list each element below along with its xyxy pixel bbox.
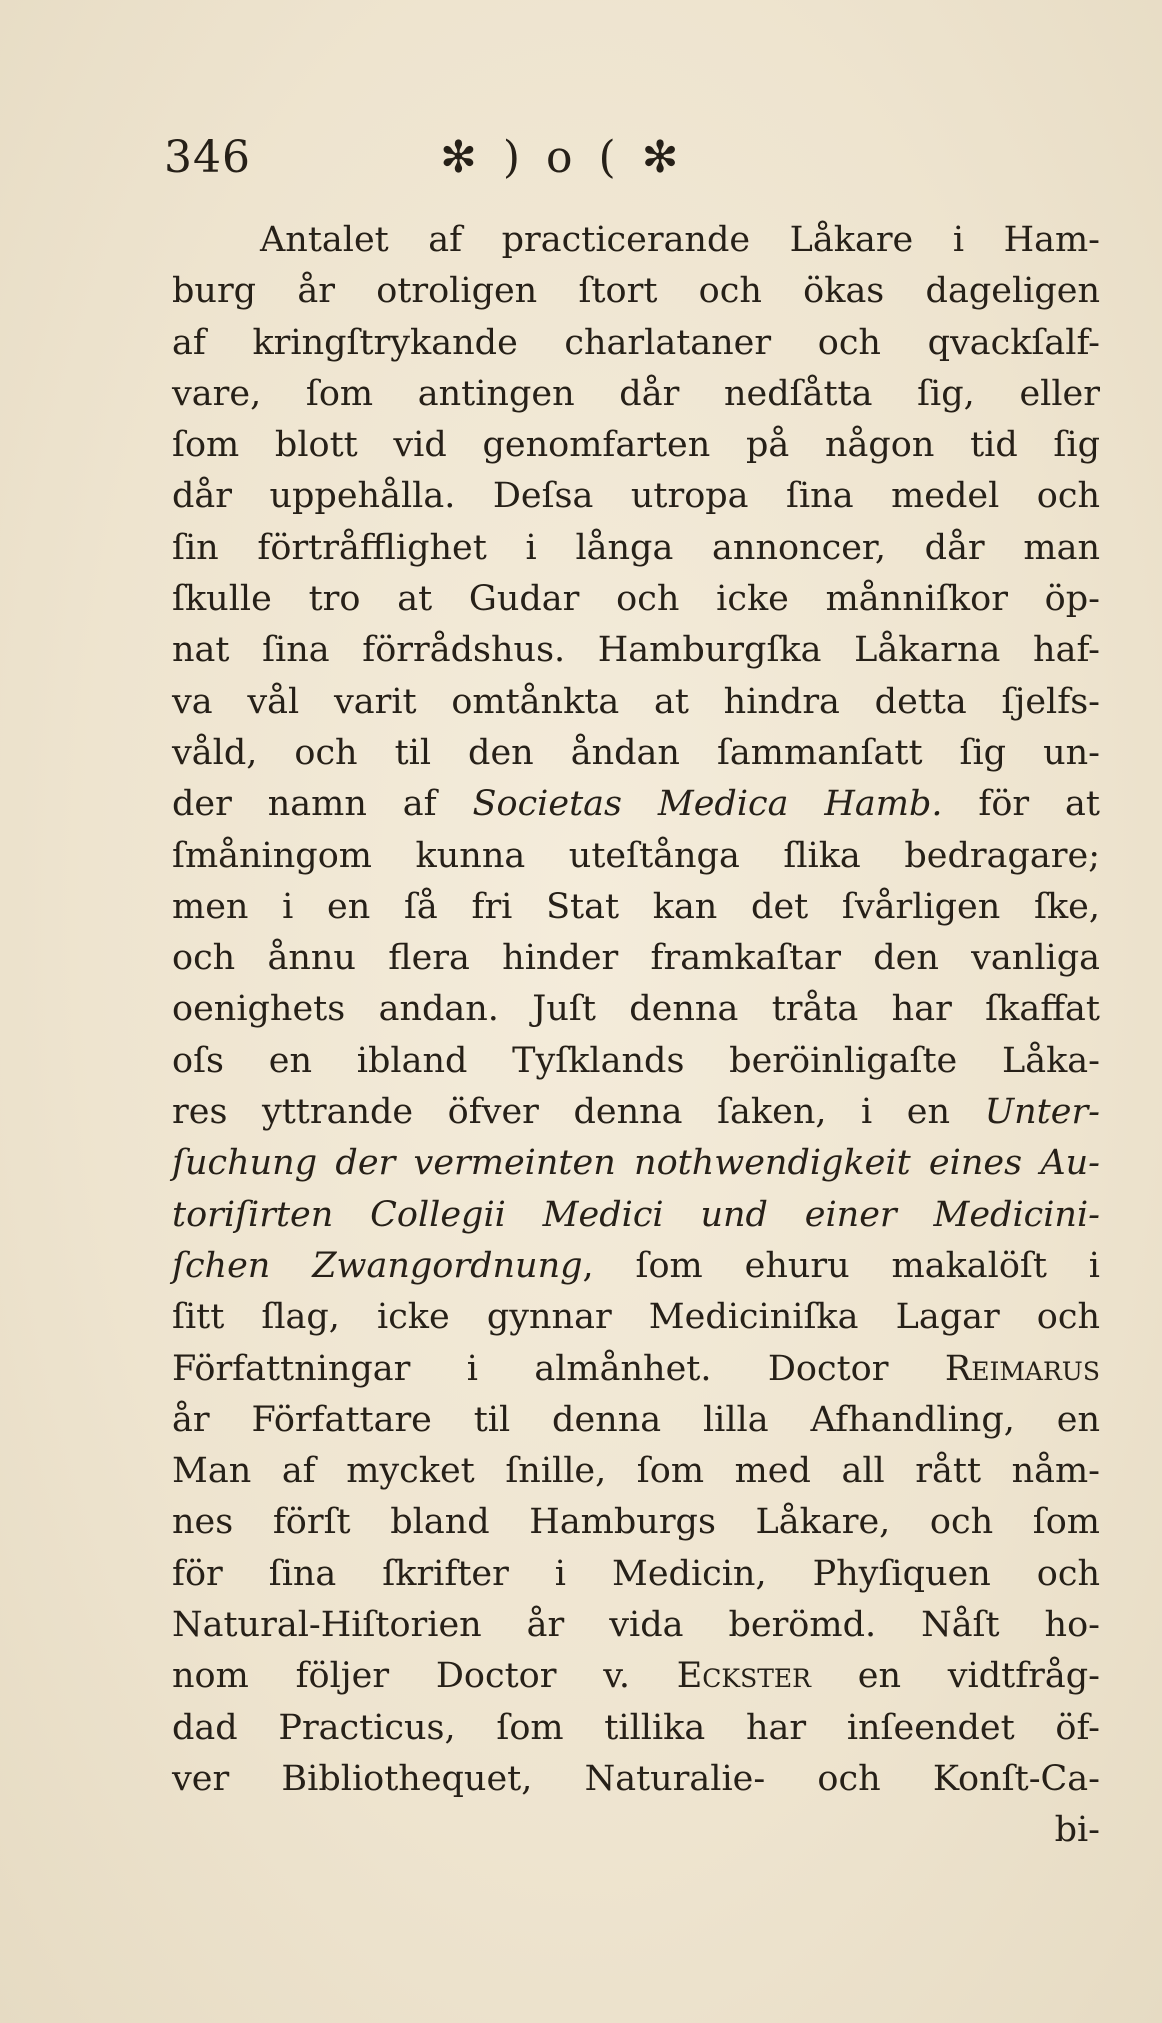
text-segment: nat ſina förrådshus. Hamburgſka Låkarna haf- [172,630,1100,671]
text-segment: en vidtfråg- [810,1656,1100,1697]
text-line [172,1190,1100,1241]
text-line [172,318,1100,369]
text-line [172,1036,1100,1087]
text-segment: dad Practicus, ſom tillika har inſeendet öf- [172,1707,1100,1748]
text-line [172,1805,1100,1856]
text-segment: för ſina ſkrifter i Medicin, Phyſiquen och [172,1553,1100,1594]
text-line [172,1344,1100,1395]
text-segment: Man af mycket ſnille, ſom med all rått nåm- [172,1451,1100,1492]
text-segment: burg år otroligen ſtort och ökas dageligen [172,271,1100,312]
text-line [172,1241,1100,1292]
italic-text: ſchen Zwangordnung [172,1245,583,1286]
text-line [172,1446,1100,1497]
page-header [164,128,1064,188]
text-segment: nes förſt bland Hamburgs Låkare, och ſom [172,1502,1100,1543]
text-segment: va vål varit omtånkta at hindra detta ſjelfs- [172,681,1100,722]
text-segment: der namn af [172,784,473,825]
text-line [172,1600,1100,1651]
text-segment: dår uppehålla. Deſsa utropa ſina medel och [172,476,1100,517]
text-line [172,420,1100,471]
text-line [172,1651,1100,1702]
text-line [172,369,1100,420]
text-segment: nom följer Doctor v. [172,1656,677,1697]
italic-text: Unter- [984,1092,1100,1133]
text-segment: men i en ſå fri Stat kan det ſvårligen ſke, [172,886,1100,927]
page-number: 346 [164,132,251,183]
text-line [172,831,1100,882]
text-line [172,1087,1100,1138]
text-segment: ſitt ſlag, icke gynnar Mediciniſka Lagar och [172,1297,1100,1338]
text-segment: oſs en ibland Tyſklands beröinligaſte Låka- [172,1040,1100,1081]
text-segment: Författningar i almånhet. Doctor [172,1348,945,1389]
text-line [172,728,1100,779]
text-segment: för at [942,784,1100,825]
text-segment: ver Bibliothequet, Naturalie- och Konſt-Ca- [172,1758,1100,1799]
text-line [172,882,1100,933]
text-segment: vare, ſom antingen dår nedſåtta ſig, eller [172,373,1100,414]
text-line [172,266,1100,317]
text-segment: våld, och til den åndan ſammanſatt ſig un- [172,732,1100,773]
text-line [172,933,1100,984]
text-line [172,1549,1100,1600]
text-segment: bi- [1054,1810,1100,1851]
text-line [172,1292,1100,1343]
text-segment: Antalet af practicerande Låkare i Ham- [260,220,1100,260]
text-line [172,625,1100,676]
name-smallcaps: Eckster [676,1656,811,1697]
text-segment: ſom blott vid genomfarten på någon tid ſig [172,425,1100,466]
italic-text: toriſirten Collegii Medici und einer Medicini- [172,1194,1100,1235]
text-segment: år Författare til denna lilla Afhandling, en [172,1399,1100,1440]
text-line [172,1395,1100,1446]
text-segment: af kringſtrykande charlataner och qvackſalf- [172,322,1100,363]
text-segment: Natural-Hiſtorien år vida berömd. Nåſt ho- [172,1605,1100,1646]
text-segment: och ånnu flera hinder framkaſtar den vanliga [172,938,1100,979]
body-text [172,215,1100,1857]
name-smallcaps: Reimarus [944,1348,1100,1389]
text-line [172,215,1100,266]
text-segment: ſmåningom kunna uteſtånga ſlika bedragare; [172,835,1100,876]
text-line [172,779,1100,830]
text-line [172,1138,1100,1189]
text-segment: res yttrande öfver denna ſaken, i en [172,1092,985,1133]
text-segment: ſkulle tro at Gudar och icke månniſkor öp- [172,579,1100,620]
italic-text: ſuchung der vermeinten nothwendigkeit eines Au- [172,1143,1100,1184]
text-line [172,1754,1100,1805]
text-line [172,1703,1100,1754]
text-line [172,471,1100,522]
text-line [172,677,1100,728]
text-line [172,1497,1100,1548]
text-line [172,574,1100,625]
italic-text: Societas Medica Hamb. [472,784,943,825]
running-head-ornament: ✻ ) o ( ✻ [440,132,685,183]
text-line [172,523,1100,574]
text-segment: ſin förtråfflighet i långa annoncer, dår man [172,527,1100,568]
text-line [172,984,1100,1035]
text-segment: oenighets andan. Juſt denna tråta har ſkaffat [172,989,1100,1030]
text-segment: , ſom ehuru makalöſt i [582,1245,1100,1286]
